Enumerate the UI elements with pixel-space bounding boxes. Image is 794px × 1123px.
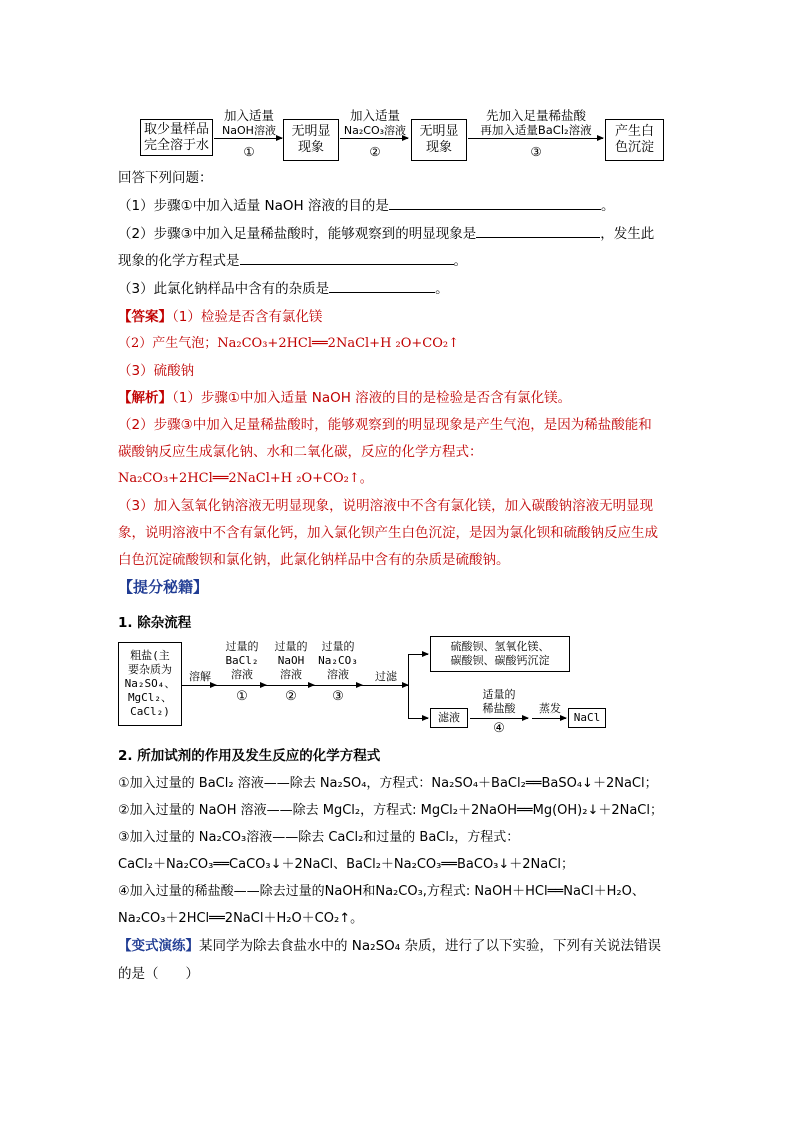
flow1-box-no-change-1: 无明显 现象 — [283, 119, 339, 161]
question-2b: 现象的化学方程式是 。 — [118, 253, 467, 269]
flow2-arrow-step1 — [216, 685, 266, 686]
analysis-2b: 碳酸钠反应生成氯化钠、水和二氧化碳，反应的化学方程式： — [118, 444, 483, 460]
answer-2: （2）产生气泡；Na₂CO₃+2HCl══2NaCl+H ₂O+CO₂↑ — [118, 336, 460, 351]
question-2a: （2）步骤③中加入足量稀盐酸时，能够观察到的明显现象是 ，发生此 — [118, 226, 655, 242]
flow2-arrow-to-precipitate — [408, 654, 428, 655]
flow1-box-sample: 取少量样品 完全溶于水 — [140, 119, 213, 156]
reaction-4b: Na₂CO₃＋2HCl══2NaCl＋H₂O＋CO₂↑。 — [118, 911, 364, 926]
answer-3: （3）硫酸钠 — [118, 363, 195, 379]
analysis-2a: （2）步骤③中加入足量稀盐酸时，能够观察到的明显现象是产生气泡，是因为稀盐酸能和 — [118, 417, 652, 433]
flow1-arrow2-label: 加入适量 Na₂CO₃溶液 — [343, 108, 407, 137]
reaction-3a: ③加入过量的 Na₂CO₃溶液——除去 CaCl₂和过量的 BaCl₂，方程式： — [118, 830, 520, 845]
flow2-branch-vertical — [408, 654, 409, 718]
flow2-arrow-step2 — [266, 685, 314, 686]
analysis-3a: （3）加入氢氧化钠溶液无明显现象，说明溶液中不含有氯化镁，加入碳酸钠溶液无明显现 — [118, 498, 654, 514]
flow2-dissolve-label: 溶解 — [189, 670, 211, 683]
answer-1: 【答案】（1）检验是否含有氯化镁 — [118, 309, 323, 325]
analysis-1: 【解析】（1）步骤①中加入适量 NaOH 溶液的目的是检验是否含有氯化镁。 — [118, 390, 572, 406]
flow1-box-white-precipitate: 产生白 色沉淀 — [605, 119, 664, 161]
flow2-step3-number: ③ — [332, 689, 344, 704]
flow1-arrow1-label: 加入适量 NaOH溶液 — [222, 108, 276, 137]
question-1: （1）步骤①中加入适量 NaOH 溶液的目的是 。 — [118, 198, 615, 214]
flow1-arrow3-number: ③ — [530, 144, 542, 159]
reaction-4a: ④加入过量的稀盐酸——除去过量的NaOH和Na₂CO₃,方程式: NaOH＋HCl══NaCl＋H₂O、 — [118, 884, 645, 899]
flow2-arrow-dissolve — [182, 685, 216, 686]
analysis-2c: Na₂CO₃+2HCl══2NaCl+H ₂O+CO₂↑。 — [118, 471, 373, 486]
flow2-step2-label: 过量的 NaOH 溶液 — [274, 640, 308, 681]
flow1-arrow-3 — [468, 138, 603, 139]
answer-tag: 【答案】 — [118, 309, 172, 325]
flow2-step2-number: ② — [285, 689, 297, 704]
reaction-3b: CaCl₂＋Na₂CO₃══CaCO₃↓＋2NaCl、BaCl₂＋Na₂CO₃══BaCO₃↓＋2NaCl； — [118, 857, 574, 872]
flow2-arrow-filter — [362, 685, 408, 686]
flow2-arrow-evaporate — [532, 718, 566, 719]
subsection-1-title: 1. 除杂流程 — [118, 615, 192, 631]
exercise-text-b: 的是（ ） — [118, 966, 199, 982]
flow1-arrow-1 — [214, 138, 282, 139]
flow2-step1-number: ① — [236, 689, 248, 704]
flow2-filter-label: 过滤 — [375, 670, 397, 683]
section-title: 【提分秘籍】 — [118, 578, 209, 596]
subsection-2-title: 2. 所加试剂的作用及发生反应的化学方程式 — [118, 748, 381, 764]
flow2-box-nacl: NaCl — [568, 708, 606, 728]
exercise-text-a: 【变式演练】某同学为除去食盐水中的 Na₂SO₄ 杂质，进行了以下实验，下列有关说法错误 — [118, 938, 661, 954]
flow2-arrow-step3 — [314, 685, 362, 686]
flow2-arrow-step4 — [470, 718, 528, 719]
questions-intro: 回答下列问题： — [118, 170, 213, 186]
flow2-step1-label: 过量的 BaCl₂ 溶液 — [225, 640, 259, 681]
flow2-arrow-to-filtrate — [408, 718, 428, 719]
flow2-box-precipitate: 硫酸钡、氢氧化镁、 碳酸钡、碳酸钙沉淀 — [430, 636, 570, 672]
flow1-arrow-2 — [340, 138, 408, 139]
exercise-tag: 【变式演练】 — [118, 938, 199, 954]
reaction-2: ②加入过量的 NaOH 溶液——除去 MgCl₂，方程式: MgCl₂＋2NaOH══Mg(OH)₂↓＋2NaCl； — [118, 803, 663, 818]
flow1-box-no-change-2: 无明显 现象 — [411, 119, 467, 161]
analysis-tag: 【解析】 — [118, 390, 172, 406]
flow1-arrow2-number: ② — [369, 144, 381, 159]
flow2-step3-label: 过量的 Na₂CO₃ 溶液 — [318, 640, 358, 681]
flow1-arrow1-number: ① — [243, 144, 255, 159]
flow2-step4-label: 适量的 稀盐酸 — [482, 688, 516, 715]
analysis-3b: 象，说明溶液中不含有氯化钙，加入氯化钡产生白色沉淀，是因为氯化钡和硫酸钠反应生成 — [118, 525, 658, 541]
analysis-3c: 白色沉淀硫酸钡和氯化钠，此氯化钠样品中含有的杂质是硫酸钠。 — [118, 552, 510, 568]
flow1-arrow3-label: 先加入足量稀盐酸 再加入适量BaCl₂溶液 — [480, 108, 592, 137]
flow2-box-crude-salt: 粗盐(主 要杂质为 Na₂SO₄、 MgCl₂、 CaCl₂) — [118, 642, 182, 726]
flow2-box-filtrate: 滤液 — [430, 708, 468, 728]
reaction-1: ①加入过量的 BaCl₂ 溶液——除去 Na₂SO₄，方程式：Na₂SO₄＋BaCl₂══BaSO₄↓＋2NaCl； — [118, 776, 658, 791]
question-3: （3）此氯化钠样品中含有的杂质是 。 — [118, 281, 449, 297]
flow2-evaporate-label: 蒸发 — [539, 702, 561, 715]
flow2-step4-number: ④ — [493, 721, 505, 736]
